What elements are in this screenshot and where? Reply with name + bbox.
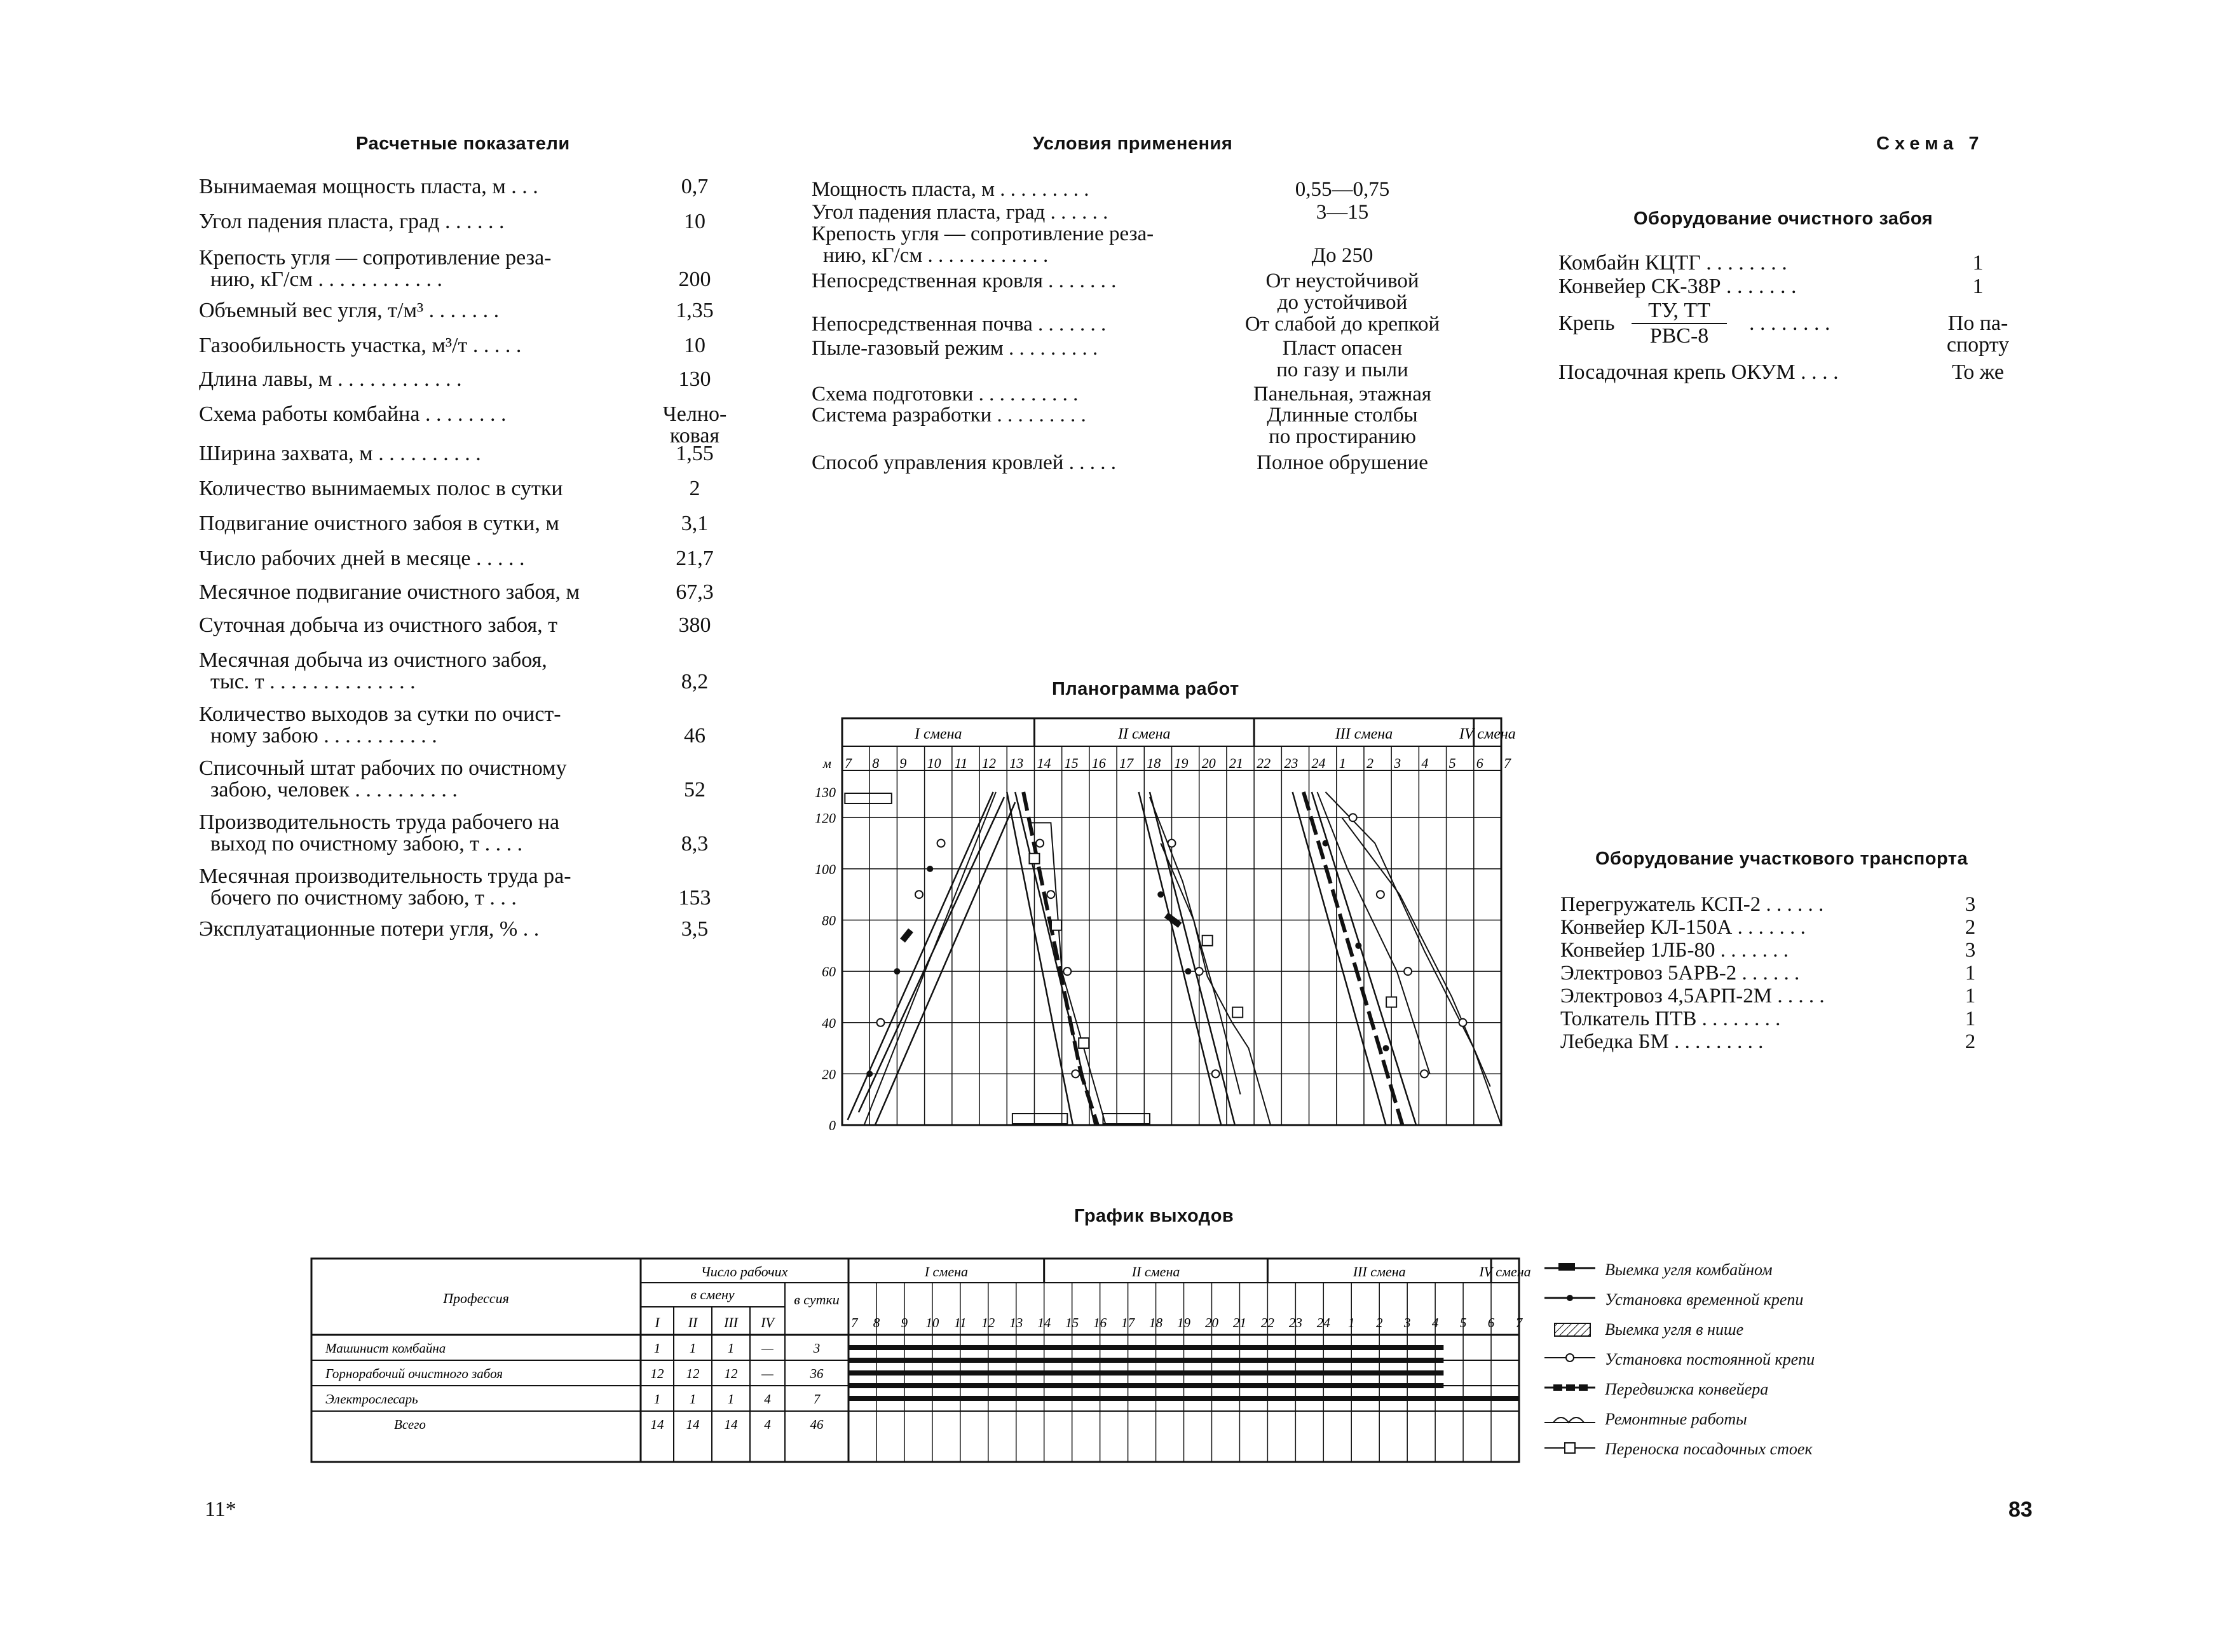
plano-y-tick: 80 (822, 912, 836, 929)
face-equipment-title: Оборудование очистного забоя (1633, 208, 1933, 229)
row-value: 0,55—0,75 (1295, 178, 1390, 201)
row-value: 3,1 (681, 512, 709, 535)
transport-row (1560, 1007, 1993, 1032)
planogram-chart (788, 718, 1516, 1138)
row-label-cont: нию, кГ/см . . . . . . . . . . . . (210, 268, 443, 291)
sched-cell: — (761, 1366, 774, 1381)
plano-line-thick (1304, 792, 1403, 1125)
plano-marker (1459, 1019, 1467, 1027)
sched-hour: 17 (1121, 1315, 1135, 1330)
plano-hour-label: 14 (1037, 755, 1051, 771)
row-value: 1 (1965, 962, 1976, 985)
plano-marker-square (1079, 1038, 1089, 1048)
plano-marker (1196, 967, 1203, 975)
plano-hour-label: 1 (1339, 755, 1346, 771)
sched-hour: 23 (1288, 1315, 1302, 1330)
sched-hour: 15 (1065, 1315, 1079, 1330)
row-value: 10 (684, 334, 705, 357)
row-label: Ширина захвата, м . . . . . . . . . . (199, 442, 481, 465)
sched-row-name: Машинист комбайна (325, 1341, 446, 1356)
list-row (199, 864, 733, 915)
plano-marker-filled (927, 866, 933, 872)
plano-hour-label: 20 (1201, 755, 1216, 771)
row-value: 2 (689, 477, 700, 500)
row-label-cont: выход по очистному забою, т . . . . (210, 832, 523, 856)
legend-item (1544, 1320, 1900, 1346)
plano-hour-label: 8 (872, 755, 880, 771)
row-value: 3—15 (1316, 201, 1369, 224)
row-label: Схема работы комбайна . . . . . . . . (199, 402, 507, 426)
plano-hour-label: 22 (1257, 755, 1271, 771)
plano-marker (1036, 840, 1044, 847)
plano-marker-square (1232, 1007, 1243, 1018)
page-left: 11* (205, 1498, 236, 1521)
sched-hour: 7 (1515, 1315, 1523, 1330)
frac-bottom: РВС-8 (1649, 324, 1709, 348)
sched-hour: 14 (1037, 1315, 1051, 1330)
legend-label: Переноска посадочных стоек (1605, 1440, 1813, 1458)
legend (1544, 1260, 1900, 1470)
plano-marker-square (1051, 920, 1061, 931)
legend-label: Выемка угля в нише (1605, 1320, 1744, 1339)
page-number: 83 (2008, 1498, 2033, 1522)
plano-hour-label: 10 (927, 755, 941, 771)
row-value-cont: по простиранию (1269, 425, 1416, 448)
transport-row (1560, 985, 1993, 1009)
row-label: Число рабочих дней в месяце . . . . . (199, 547, 525, 570)
list-row (812, 337, 1498, 388)
sched-hour: 19 (1177, 1315, 1190, 1330)
sched-roman: I (655, 1314, 660, 1330)
sched-hour: 18 (1149, 1315, 1163, 1330)
transport-title: Оборудование участкового транспорта (1595, 849, 1968, 869)
sched-hour: 20 (1204, 1315, 1218, 1330)
legend-label: Установка постоянной крепи (1605, 1350, 1815, 1369)
row-value-cont: До 250 (1311, 244, 1373, 267)
plano-line (1318, 792, 1430, 1074)
sched-shift-label: III смена (1353, 1264, 1406, 1280)
plano-y-tick: 0 (829, 1117, 836, 1133)
plano-line (1325, 792, 1501, 1125)
plano-line-thick (1166, 915, 1180, 925)
plano-y-tick: 20 (822, 1066, 836, 1082)
row-value: Пласт опасен (1282, 337, 1403, 360)
conveyor-move-icon (1544, 1381, 1595, 1397)
list-row (199, 810, 733, 861)
row-label: Вынимаемая мощность пласта, м . . . (199, 175, 538, 198)
sched-shift-label: II смена (1131, 1264, 1180, 1280)
plano-marker (1072, 1070, 1079, 1077)
row-value: От неустойчивой (1265, 270, 1419, 292)
plano-hour-label: 15 (1064, 755, 1079, 771)
list-row (812, 404, 1498, 454)
sched-cell: 12 (650, 1366, 664, 1381)
plano-marker-filled (1322, 840, 1328, 847)
sched-hour: 8 (873, 1315, 880, 1330)
list-row (199, 756, 733, 807)
face-equipment-list (1558, 251, 2022, 397)
plano-marker-square (1029, 854, 1039, 864)
row-label-cont: бочего по очистному забою, т . . . (210, 886, 517, 910)
list-row (199, 702, 733, 753)
plano-hour-label: 7 (1504, 755, 1511, 771)
sched-hour: 13 (1009, 1315, 1023, 1330)
sched-row-name: Всего (394, 1417, 426, 1432)
plano-marker (1047, 891, 1054, 898)
transport-row (1560, 1030, 1993, 1055)
list-row (199, 648, 733, 699)
plano-line (864, 792, 996, 1125)
row-label: Месячная добыча из очистного забоя, (199, 648, 547, 672)
sched-cell: 1 (653, 1341, 661, 1356)
sched-cell: 4 (764, 1391, 771, 1407)
face-row (1558, 299, 2022, 362)
row-label: Электровоз 4,5АРП-2М . . . . . (1560, 985, 1825, 1007)
combine-mining-icon (1544, 1262, 1595, 1278)
props-transfer-icon (1544, 1441, 1595, 1458)
row-value: От слабой до крепкой (1244, 313, 1440, 336)
transport-row (1560, 916, 1993, 940)
plano-hour-label: 13 (1009, 755, 1024, 771)
plano-hour-label: 11 (954, 755, 968, 771)
plano-marker (915, 891, 923, 898)
sched-bar (849, 1383, 1443, 1388)
transport-row (1560, 962, 1993, 986)
row-value: Панельная, этажная (1253, 383, 1432, 406)
row-value: Полное обрушение (1257, 451, 1428, 474)
plano-hour-label: 23 (1284, 755, 1298, 771)
plano-marker (937, 840, 945, 847)
sched-hour: 16 (1093, 1315, 1107, 1330)
row-label: Посадочная крепь ОКУМ . . . . (1558, 360, 1839, 384)
sched-cell: 1 (653, 1391, 661, 1407)
row-value: 380 (678, 613, 711, 637)
plano-hour-label: 18 (1147, 755, 1161, 771)
row-value: 153 (678, 886, 711, 910)
transport-row (1560, 893, 1993, 917)
row-label: Производительность труда рабочего на (199, 810, 560, 834)
legend-label: Передвижка конвейера (1605, 1380, 1769, 1398)
sched-hour: 3 (1403, 1315, 1411, 1330)
legend-item (1544, 1290, 1900, 1316)
row-dots: . . . . . . . . (1749, 311, 1830, 335)
plano-y-tick: 100 (815, 861, 836, 877)
sched-hour: 24 (1316, 1315, 1330, 1330)
plano-y-tick: 40 (822, 1014, 836, 1031)
row-value: 67,3 (676, 580, 714, 604)
row-value: Челно- (662, 402, 727, 426)
plano-marker-filled (894, 968, 900, 974)
sched-roman: III (724, 1314, 738, 1330)
plano-marker (1404, 967, 1412, 975)
plano-hour-label: 6 (1476, 755, 1483, 771)
row-value: 21,7 (676, 547, 714, 570)
row-value: То же (1952, 360, 2004, 384)
row-value: По па- (1947, 311, 2008, 335)
row-label-cont: нию, кГ/см . . . . . . . . . . . . (823, 244, 1049, 267)
plano-marker-filled (1185, 968, 1191, 974)
legend-item (1544, 1350, 1900, 1376)
row-label: Крепь (1558, 311, 1615, 335)
sched-hour: 1 (1348, 1315, 1355, 1330)
sched-row-name: Электрослесарь (325, 1391, 418, 1407)
sched-roman: II (688, 1314, 698, 1330)
legend-label: Установка временной крепи (1605, 1290, 1804, 1309)
plano-y-unit: м (823, 757, 831, 771)
plano-hour-label: 4 (1421, 755, 1429, 771)
row-label: Непосредственная кровля . . . . . . . (812, 270, 1117, 292)
row-label: Месячная производительность труда ра- (199, 864, 571, 888)
row-label: Списочный штат рабочих по очистному (199, 756, 567, 780)
row-label: Лебедка БМ . . . . . . . . . (1560, 1030, 1764, 1053)
row-value: 2 (1965, 916, 1976, 939)
legend-item (1544, 1410, 1900, 1435)
plano-line-thick (903, 931, 911, 941)
list-row (199, 246, 733, 297)
plano-y-tick: 120 (815, 810, 836, 826)
plano-hour-label: 9 (899, 755, 907, 771)
plano-shift-label: IV смена (1459, 726, 1516, 742)
legend-item (1544, 1260, 1900, 1286)
plano-hour-label: 24 (1311, 755, 1326, 771)
row-label: Конвейер 1ЛБ-80 . . . . . . . (1560, 939, 1789, 962)
row-label: Схема подготовки . . . . . . . . . . (812, 383, 1079, 406)
sched-cell: — (761, 1341, 774, 1356)
row-value: 1 (1972, 275, 1984, 298)
sched-hour: 5 (1459, 1315, 1467, 1330)
plano-shift-label: III смена (1335, 726, 1393, 742)
row-label: Эксплуатационные потери угля, % . . (199, 917, 540, 941)
sched-header-per-day: в сутки (794, 1292, 840, 1307)
row-label-cont: ному забою . . . . . . . . . . . (210, 724, 437, 747)
sched-bar (849, 1358, 1443, 1363)
row-label: Толкатель ПТВ . . . . . . . . (1560, 1007, 1781, 1030)
plano-hour-label: 21 (1229, 755, 1243, 771)
plano-marker (876, 1019, 884, 1027)
plano-hour-label: 17 (1119, 755, 1134, 771)
plano-marker-filled (1355, 943, 1361, 949)
plano-niche (1012, 1114, 1067, 1124)
sched-cell: 1 (689, 1341, 697, 1356)
sched-hour: 11 (954, 1315, 967, 1330)
plano-y-tick: 130 (815, 784, 836, 800)
sched-hour: 4 (1431, 1315, 1439, 1330)
row-value: 3,5 (681, 917, 709, 941)
row-value: 1,55 (676, 442, 714, 465)
schedule-title: График выходов (1074, 1206, 1234, 1226)
row-value: 46 (684, 724, 705, 747)
list-row (812, 222, 1498, 273)
plano-shift-label: I смена (914, 726, 962, 742)
row-value: 1 (1965, 1007, 1976, 1030)
sched-header-profession: Профессия (443, 1290, 509, 1306)
row-value: 1,35 (676, 299, 714, 322)
calc-title: Расчетные показатели (356, 133, 570, 154)
row-value-cont: спорту (1946, 333, 2010, 357)
row-value-cont: по газу и пыли (1276, 358, 1408, 381)
conditions-title: Условия применения (1033, 133, 1233, 154)
sched-bar (849, 1396, 1519, 1401)
sched-cell-day: 36 (810, 1366, 824, 1381)
plano-line (1139, 792, 1222, 1125)
row-value: 2 (1965, 1030, 1976, 1053)
sched-hour: 6 (1487, 1315, 1495, 1330)
sched-hour: 22 (1260, 1315, 1274, 1330)
plano-marker (1421, 1070, 1428, 1077)
row-label: Подвигание очистного забоя в сутки, м (199, 512, 559, 535)
sched-cell: 1 (727, 1391, 735, 1407)
row-label: Газообильность участка, м³/т . . . . . (199, 334, 522, 357)
list-row (199, 917, 733, 968)
sched-header-per-shift: в смену (690, 1287, 735, 1302)
transport-list (1560, 893, 1993, 1065)
row-label: Система разработки . . . . . . . . . (812, 404, 1086, 427)
sched-cell: 12 (724, 1366, 738, 1381)
sched-cell-day: 46 (810, 1417, 824, 1432)
plano-marker-filled (1157, 891, 1164, 898)
row-label: Комбайн КЦТГ . . . . . . . . (1558, 251, 1787, 275)
sched-hour: 7 (851, 1315, 858, 1330)
row-label: Крепость угля — сопротивление реза- (812, 222, 1154, 245)
list-row (812, 451, 1498, 502)
row-label: Электровоз 5АРВ-2 . . . . . . (1560, 962, 1800, 985)
row-value: 0,7 (681, 175, 709, 198)
row-value: 200 (678, 268, 711, 291)
row-label: Непосредственная почва . . . . . . . (812, 313, 1107, 336)
sched-hour: 12 (981, 1315, 995, 1330)
niche-mining-icon (1544, 1321, 1595, 1341)
sched-cell-day: 3 (813, 1341, 821, 1356)
row-label: Длина лавы, м . . . . . . . . . . . . (199, 367, 462, 391)
sched-cell: 14 (650, 1417, 664, 1432)
row-value: 1 (1965, 985, 1976, 1007)
sched-cell: 14 (724, 1417, 738, 1432)
plano-niche (1103, 1114, 1149, 1124)
permanent-support-icon (1544, 1351, 1595, 1367)
row-label-cont: тыс. т . . . . . . . . . . . . . . (210, 670, 416, 693)
sched-bar (849, 1370, 1443, 1376)
repair-works-icon (1544, 1411, 1595, 1428)
row-value: 8,3 (681, 832, 709, 856)
row-label: Месячное подвигание очистного забоя, м (199, 580, 580, 604)
plano-marker (1168, 840, 1176, 847)
row-value: 10 (684, 210, 705, 233)
sched-hour: 21 (1232, 1315, 1246, 1330)
row-value: Длинные столбы (1267, 404, 1418, 427)
row-label: Угол падения пласта, град . . . . . . (199, 210, 505, 233)
sched-bar (849, 1345, 1443, 1350)
temp-support-icon (1544, 1292, 1595, 1307)
row-value: 8,2 (681, 670, 709, 693)
row-label: Суточная добыча из очистного забоя, т (199, 613, 557, 637)
face-row (1558, 360, 2022, 411)
row-value: 130 (678, 367, 711, 391)
schedule-chart (311, 1259, 1531, 1468)
plano-shift-label: II смена (1118, 726, 1171, 742)
plano-marker (1377, 891, 1384, 898)
sched-hour: 10 (925, 1315, 939, 1330)
conditions-list (812, 178, 1498, 483)
row-value: 52 (684, 778, 705, 802)
sched-cell: 14 (686, 1417, 700, 1432)
row-value: 1 (1972, 251, 1984, 275)
planogram-title: Планограмма работ (1052, 679, 1239, 699)
plano-line (1293, 792, 1386, 1125)
row-label: Конвейер КЛ-150А . . . . . . . (1560, 916, 1806, 939)
plano-hour-label: 19 (1174, 755, 1189, 771)
row-value-cont: до устойчивой (1277, 291, 1408, 314)
sched-cell: 12 (686, 1366, 700, 1381)
plano-line (1150, 792, 1235, 1125)
row-label: Количество выходов за сутки по очист- (199, 702, 561, 726)
legend-label: Ремонтные работы (1605, 1410, 1747, 1428)
sched-cell: 1 (689, 1391, 697, 1407)
row-label: Крепость угля — сопротивление реза- (199, 246, 552, 270)
plano-marker-square (1386, 997, 1396, 1007)
plano-marker-square (1203, 936, 1213, 946)
sched-cell: 4 (764, 1417, 771, 1432)
plano-marker (1349, 814, 1357, 821)
scheme-title: Схема 7 (1876, 133, 1984, 154)
transport-row (1560, 939, 1993, 963)
row-label: Угол падения пласта, град . . . . . . (812, 201, 1108, 224)
plano-hour-label: 2 (1366, 755, 1373, 771)
plano-y-tick: 60 (822, 964, 836, 980)
row-label: Пыле-газовый режим . . . . . . . . . (812, 337, 1098, 360)
calc-list (199, 175, 733, 988)
sched-shift-label: I смена (924, 1264, 969, 1280)
row-value: 3 (1965, 893, 1976, 916)
row-value: 3 (1965, 939, 1976, 962)
row-label: Конвейер СК-38Р . . . . . . . (1558, 275, 1797, 298)
row-label: Перегружатель КСП-2 . . . . . . (1560, 893, 1824, 916)
plano-hour-label: 3 (1394, 755, 1401, 771)
sched-header-workers: Число рабочих (700, 1264, 788, 1280)
sched-shift-label: IV смена (1479, 1264, 1531, 1280)
sched-row-name: Горнорабочий очистного забоя (325, 1366, 503, 1381)
plano-marker (1063, 967, 1071, 975)
sched-roman: IV (761, 1314, 774, 1330)
legend-item (1544, 1380, 1900, 1405)
plano-hour-label: 7 (845, 755, 852, 771)
row-label: Мощность пласта, м . . . . . . . . . (812, 178, 1089, 201)
sched-hour: 9 (901, 1315, 908, 1330)
frac-top: ТУ, ТТ (1648, 299, 1710, 322)
row-label: Количество вынимаемых полос в сутки (199, 477, 563, 500)
row-label: Объемный вес угля, т/м³ . . . . . . . (199, 299, 500, 322)
plano-line (875, 802, 1015, 1125)
plano-marker (1212, 1070, 1220, 1077)
sched-cell-day: 7 (813, 1391, 821, 1407)
plano-marker-filled (866, 1070, 873, 1077)
sched-cell: 1 (727, 1341, 735, 1356)
plano-hour-label: 12 (982, 755, 997, 771)
legend-item (1544, 1440, 1900, 1465)
plano-niche (845, 793, 891, 803)
row-label: Способ управления кровлей . . . . . (812, 451, 1116, 474)
row-label-cont: забою, человек . . . . . . . . . . (210, 778, 458, 802)
plano-hour-label: 16 (1091, 755, 1106, 771)
sched-hour: 2 (1375, 1315, 1383, 1330)
plano-hour-label: 5 (1448, 755, 1456, 771)
plano-marker-filled (1383, 1045, 1389, 1051)
legend-label: Выемка угля комбайном (1605, 1260, 1773, 1279)
row-value-cont: ковая (669, 424, 720, 447)
